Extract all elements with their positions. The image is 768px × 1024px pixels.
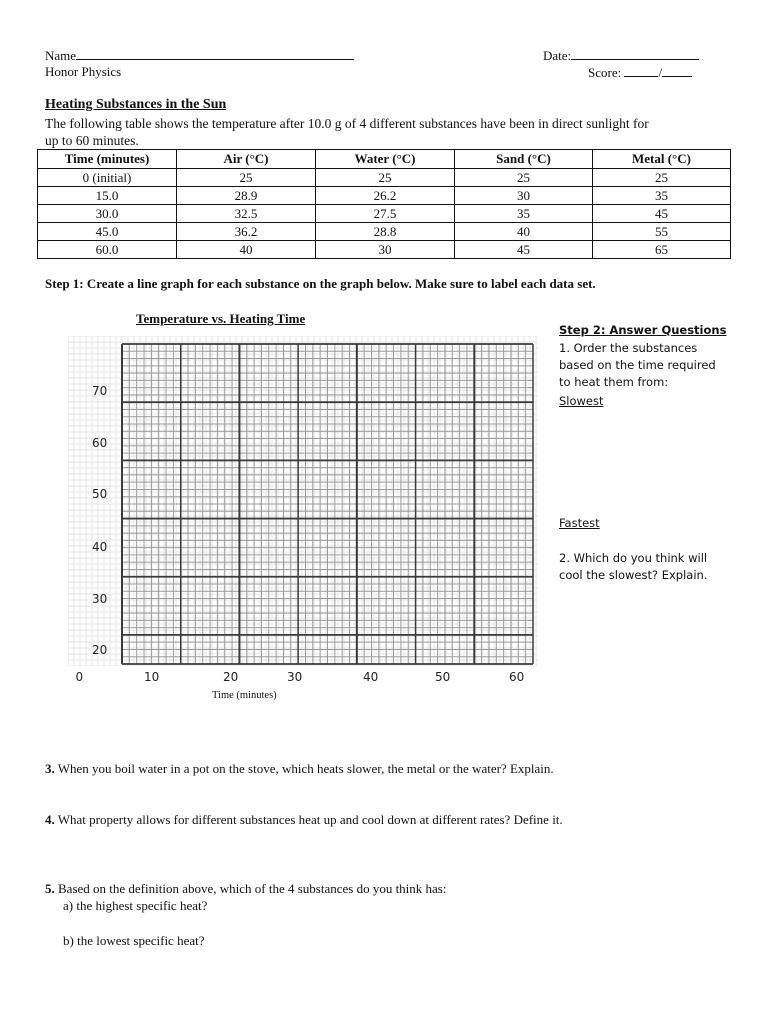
fastest-label: Fastest [559, 516, 600, 530]
table-row [38, 187, 731, 205]
y-tick-label: 20 [92, 643, 108, 657]
date-field[interactable] [543, 47, 699, 64]
table-cell: 28.9 [177, 187, 316, 205]
x-tick-label: 0 [75, 670, 84, 684]
table-cell: 25 [455, 169, 593, 187]
table-row [38, 169, 731, 187]
q3-text: When you boil water in a pot on the stove, which heats slower, the metal or the water? Explain. [54, 761, 554, 776]
x-tick-label: 30 [287, 670, 303, 684]
name-label: Name [45, 48, 77, 63]
q1-line-2: based on the time required [559, 358, 716, 372]
score-earned-line[interactable] [624, 64, 658, 77]
table-cell: 40 [177, 241, 316, 259]
table-cell: 26.2 [316, 187, 455, 205]
q2-line-2: cool the slowest? Explain. [559, 568, 708, 582]
q1-line-3: to heat them from: [559, 375, 669, 389]
temperature-table [37, 149, 731, 259]
chart-title: Temperature vs. Heating Time [136, 311, 306, 326]
step2-heading-text: Step 2: Answer Questions [559, 323, 727, 337]
y-tick-label: 50 [92, 487, 108, 501]
table-cell: 65 [593, 241, 731, 259]
col-header-time: Time (minutes) [38, 150, 177, 169]
x-axis-label: Time (minutes) [212, 690, 277, 701]
table-cell: 30 [455, 187, 593, 205]
y-tick-label: 60 [92, 436, 108, 450]
table-cell: 28.8 [316, 223, 455, 241]
table-cell: 30 [316, 241, 455, 259]
graph-paper[interactable] [68, 336, 538, 666]
y-tick-label: 70 [92, 384, 108, 398]
col-header-sand: Sand (°C) [455, 150, 593, 169]
x-tick-label: 40 [363, 670, 379, 684]
table-cell: 25 [177, 169, 316, 187]
name-field[interactable] [45, 47, 354, 64]
score-separator: / [658, 65, 663, 80]
table-cell: 25 [593, 169, 731, 187]
date-line[interactable] [571, 47, 699, 60]
step1-instruction: Step 1: Create a line graph for each substance on the graph below. Make sure to label each data set. [45, 276, 596, 291]
name-line[interactable] [76, 47, 354, 60]
question-5 [45, 881, 446, 897]
table-cell: 15.0 [38, 187, 177, 205]
slowest-label: Slowest [559, 394, 604, 408]
y-tick-label: 30 [92, 592, 108, 606]
q5-part-b: b) the lowest specific heat? [63, 933, 205, 948]
table-cell: 45.0 [38, 223, 177, 241]
q4-number: 4. [45, 812, 55, 827]
faint-grid [68, 336, 538, 666]
q5-part-a: a) the highest specific heat? [63, 898, 208, 913]
table-cell: 40 [455, 223, 593, 241]
col-header-metal: Metal (°C) [593, 150, 731, 169]
x-tick-label: 10 [144, 670, 160, 684]
score-field[interactable] [588, 64, 692, 81]
table-cell: 36.2 [177, 223, 316, 241]
section-title: Heating Substances in the Sun [45, 97, 227, 112]
question-3 [45, 761, 554, 777]
table-cell: 25 [316, 169, 455, 187]
score-total-line[interactable] [662, 64, 692, 77]
table-cell: 35 [593, 187, 731, 205]
table-cell: 30.0 [38, 205, 177, 223]
table-cell: 0 (initial) [38, 169, 177, 187]
table-cell: 32.5 [177, 205, 316, 223]
x-tick-label: 20 [223, 670, 239, 684]
x-tick-label: 60 [509, 670, 525, 684]
score-label: Score: [588, 65, 622, 80]
col-header-water: Water (°C) [316, 150, 455, 169]
intro-line-2: up to 60 minutes. [45, 133, 139, 148]
q4-text: What property allows for different substances heat up and cool down at different rates? Define it. [54, 812, 563, 827]
step2-heading [559, 323, 726, 337]
question-4 [45, 812, 563, 828]
y-tick-label: 40 [92, 540, 108, 554]
q1-line-1: 1. Order the substances [559, 341, 698, 355]
course-label: Honor Physics [45, 64, 122, 79]
table-header-row [38, 150, 731, 169]
q5-text: Based on the definition above, which of the 4 substances do you think has: [54, 881, 447, 896]
q5-number: 5. [45, 881, 55, 896]
date-label: Date: [543, 48, 572, 63]
table-cell: 45 [455, 241, 593, 259]
table-cell: 55 [593, 223, 731, 241]
main-grid [122, 344, 533, 664]
table-cell: 45 [593, 205, 731, 223]
table-cell: 35 [455, 205, 593, 223]
table-row [38, 205, 731, 223]
q2-line-1: 2. Which do you think will [559, 551, 708, 565]
x-tick-label: 50 [435, 670, 451, 684]
table-cell: 27.5 [316, 205, 455, 223]
intro-line-1: The following table shows the temperature after 10.0 g of 4 different substances have been in direct sunlight for [45, 116, 649, 131]
q3-number: 3. [45, 761, 55, 776]
table-cell: 60.0 [38, 241, 177, 259]
table-row [38, 223, 731, 241]
table-row [38, 241, 731, 259]
col-header-air: Air (°C) [177, 150, 316, 169]
